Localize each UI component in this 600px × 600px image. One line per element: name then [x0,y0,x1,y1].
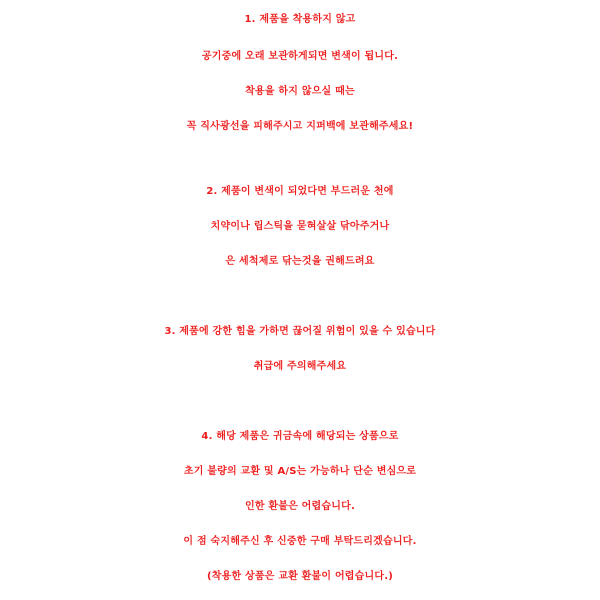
notice-line: 인한 환불은 어렵습니다. [245,501,355,512]
notice-line: 공기중에 오래 보관하게되면 변색이 됩니다. [201,51,399,62]
notice-line: 2. 제품이 변색이 되었다면 부드러운 천에 [206,186,394,197]
notice-line: 꼭 직사광선을 피해주시고 지퍼백에 보관해주세요! [186,121,414,132]
notice-line: 초기 불량의 교환 및 A/S는 가능하나 단순 변심으로 [183,466,417,477]
notice-line: 은 세척제로 닦는것을 권해드려요 [225,256,375,267]
notice-line: 3. 제품에 강한 힘을 가하면 끊어질 위험이 있을 수 있습니다 [164,326,436,337]
notice-line: 취급에 주의해주세요 [253,361,347,372]
notice-line: (착용한 상품은 교환 환불이 어렵습니다.) [206,571,394,582]
notice-line: 1. 제품을 착용하지 않고 [244,14,356,25]
notice-line: 4. 해당 제품은 귀금속에 해당되는 상품으로 [201,431,399,442]
notice-line: 치약이나 립스틱을 묻혀살살 닦아주거나 [210,221,390,232]
notice-line: 착용을 하지 않으실 때는 [245,86,355,97]
notice-line: 이 점 숙지해주신 후 신중한 구매 부탁드리겠습니다. [183,536,417,547]
